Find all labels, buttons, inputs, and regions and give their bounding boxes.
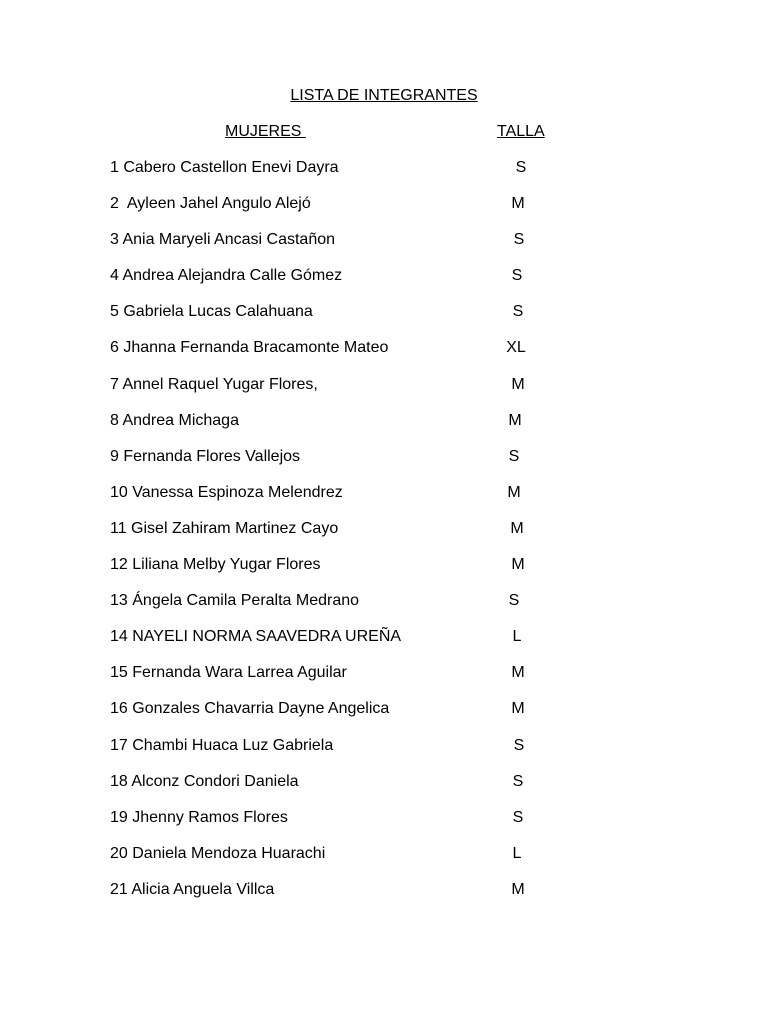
member-size: M <box>511 195 525 213</box>
member-name: 16 Gonzales Chavarria Dayne Angelica <box>110 700 390 718</box>
member-name: 6 Jhanna Fernanda Bracamonte Mateo <box>110 339 389 357</box>
member-size: M <box>511 664 525 682</box>
member-name: 15 Fernanda Wara Larrea Aguilar <box>110 664 347 682</box>
member-size: S <box>513 736 525 754</box>
column-header-mujeres: MUJERES <box>225 123 306 140</box>
member-size: L <box>512 628 522 646</box>
list-item <box>0 194 768 230</box>
column-header-talla: TALLA <box>497 123 545 140</box>
member-size: M <box>511 700 525 718</box>
list-item <box>0 519 768 555</box>
list-item <box>0 230 768 266</box>
member-size: S <box>512 772 524 790</box>
list-item <box>0 338 768 374</box>
member-name: 18 Alconz Condori Daniela <box>110 772 299 790</box>
member-size: S <box>508 592 520 610</box>
document-title: LISTA DE INTEGRANTES <box>290 87 478 104</box>
member-name: 19 Jhenny Ramos Flores <box>110 808 288 826</box>
member-name: 13 Ángela Camila Peralta Medrano <box>110 592 360 610</box>
members-list <box>0 158 768 916</box>
member-name: 14 NAYELI NORMA SAAVEDRA UREÑA <box>110 628 402 646</box>
list-item <box>0 447 768 483</box>
list-item <box>0 591 768 627</box>
member-size: S <box>515 159 527 176</box>
list-item <box>0 772 768 808</box>
member-size: XL <box>506 339 526 357</box>
list-item <box>0 844 768 880</box>
member-name: 4 Andrea Alejandra Calle Gómez <box>110 267 343 285</box>
member-size: M <box>511 556 525 574</box>
member-size: M <box>510 519 524 537</box>
member-name: 5 Gabriela Lucas Calahuana <box>110 303 313 321</box>
list-item <box>0 266 768 302</box>
member-size: S <box>511 267 523 285</box>
member-name: 21 Alicia Anguela Villca <box>110 880 275 898</box>
member-size: S <box>513 231 525 249</box>
member-name: 17 Chambi Huaca Luz Gabriela <box>110 736 334 754</box>
member-name: 12 Liliana Melby Yugar Flores <box>110 556 321 574</box>
list-item <box>0 663 768 699</box>
member-size: M <box>507 483 521 501</box>
list-item <box>0 375 768 411</box>
list-item <box>0 699 768 735</box>
list-item <box>0 555 768 591</box>
member-name: 9 Fernanda Flores Vallejos <box>110 447 301 465</box>
member-name: 1 Cabero Castellon Enevi Dayra <box>110 159 339 176</box>
member-size: M <box>511 880 525 898</box>
member-name: 7 Annel Raquel Yugar Flores, <box>110 375 318 393</box>
list-item <box>0 158 768 194</box>
list-item <box>0 627 768 663</box>
member-size: M <box>511 375 525 393</box>
list-item <box>0 411 768 447</box>
member-name: 20 Daniela Mendoza Huarachi <box>110 844 326 862</box>
member-name: 10 Vanessa Espinoza Melendrez <box>110 483 343 501</box>
member-name: 2 Ayleen Jahel Angulo Alejó <box>110 195 311 213</box>
list-item <box>0 736 768 772</box>
member-name: 8 Andrea Michaga <box>110 411 239 429</box>
list-item <box>0 302 768 338</box>
list-item <box>0 483 768 519</box>
list-item <box>0 880 768 916</box>
member-size: S <box>512 303 524 321</box>
member-size: M <box>508 411 522 429</box>
list-item <box>0 808 768 844</box>
member-size: L <box>512 844 522 862</box>
member-size: S <box>508 447 520 465</box>
member-name: 11 Gisel Zahiram Martinez Cayo <box>110 519 339 537</box>
member-size: S <box>512 808 524 826</box>
member-name: 3 Ania Maryeli Ancasi Castañon <box>110 231 336 249</box>
